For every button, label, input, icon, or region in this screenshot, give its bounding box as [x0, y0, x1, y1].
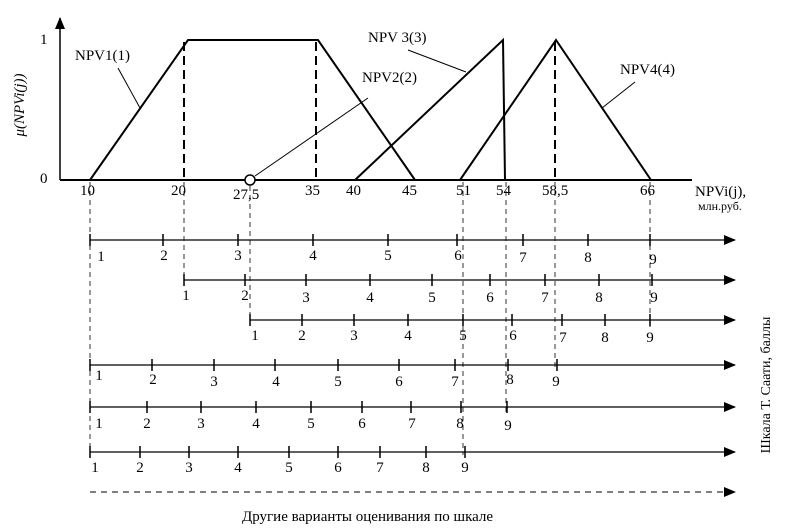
scale-2-label-6: 6 — [486, 290, 494, 306]
y-tick-1: 1 — [40, 32, 48, 48]
side-label: Шкала Т. Саати, баллы — [759, 316, 774, 454]
scale-5-label-7: 7 — [408, 416, 416, 432]
scale-6-label-4: 4 — [234, 460, 242, 476]
scale-6-label-7: 7 — [376, 460, 384, 476]
scale-1-label-6: 6 — [454, 248, 462, 264]
scale-6-label-9: 9 — [461, 460, 469, 476]
scale-6-label-1: 1 — [91, 460, 99, 476]
scale-2-label-4: 4 — [366, 290, 374, 306]
scale-1-label-3: 3 — [234, 248, 242, 264]
scale-4-label-3: 3 — [210, 374, 218, 390]
npv2-leader — [255, 98, 368, 176]
scale-4-label-2: 2 — [149, 372, 157, 388]
scale-2-label-5: 5 — [428, 290, 436, 306]
x-tick-35: 35 — [305, 183, 320, 199]
scale-1-label-8: 8 — [584, 250, 592, 266]
scale-6-label-3: 3 — [185, 460, 193, 476]
scale-5-label-6: 6 — [358, 416, 366, 432]
scale-2-label-2: 2 — [241, 288, 249, 304]
scale-4-label-1: 1 — [95, 368, 103, 384]
npv3-label: NPV 3(3) — [368, 30, 427, 46]
x-tick-40: 40 — [346, 183, 361, 199]
scale-3-label-3: 3 — [350, 328, 358, 344]
x-tick-58-5: 58,5 — [542, 183, 569, 199]
scale-4-label-5: 5 — [334, 374, 342, 390]
scale-2-label-1: 1 — [182, 288, 190, 304]
npv2-label: NPV2(2) — [362, 70, 417, 86]
scale-1-label-5: 5 — [384, 248, 392, 264]
npv1-membership-line — [90, 40, 415, 180]
scale-5-label-3: 3 — [197, 416, 205, 432]
npv3-leader — [408, 50, 466, 72]
scale-3-label-7: 7 — [559, 330, 567, 346]
scale-2-label-9: 9 — [650, 290, 658, 306]
scale-1-label-7: 7 — [519, 250, 527, 266]
scale-6-label-8: 8 — [422, 460, 430, 476]
scale-4-label-9: 9 — [552, 374, 560, 390]
x-axis-unit: млн.руб. — [698, 199, 742, 213]
scale-5-label-1: 1 — [95, 416, 103, 432]
scale-3-label-1: 1 — [251, 328, 259, 344]
npv3-membership-line — [355, 40, 505, 180]
npv4-label: NPV4(4) — [620, 62, 675, 78]
npv1-label: NPV1(1) — [75, 48, 130, 64]
x-tick-51: 51 — [456, 183, 471, 199]
scale-3-label-6: 6 — [509, 328, 517, 344]
y-tick-0: 0 — [40, 171, 48, 187]
x-tick-10: 10 — [80, 183, 95, 199]
scale-3-label-2: 2 — [298, 328, 306, 344]
scale-5-label-5: 5 — [307, 416, 315, 432]
y-axis-label: μ(NPVi(j)) — [12, 73, 28, 137]
scale-5-label-2: 2 — [143, 416, 151, 432]
x-tick-27-5: 27,5 — [233, 187, 260, 203]
scale-5-label-8: 8 — [456, 416, 464, 432]
scale-5-label-4: 4 — [252, 416, 260, 432]
npv1-leader — [118, 68, 140, 108]
npv2-point — [245, 175, 255, 185]
scale-6-label-5: 5 — [285, 460, 293, 476]
x-axis-label: NPVi(j), — [695, 184, 747, 200]
scale-5-label-9: 9 — [504, 418, 512, 434]
scale-2-label-3: 3 — [302, 290, 310, 306]
scale-6-label-2: 2 — [136, 460, 144, 476]
scale-1-label-9: 9 — [649, 252, 657, 268]
scale-4-label-8: 8 — [506, 372, 514, 388]
scale-4-label-6: 6 — [395, 374, 403, 390]
scale-6-label-6: 6 — [334, 460, 342, 476]
scale-1-label-2: 2 — [160, 248, 168, 264]
npv4-leader — [602, 82, 635, 108]
scale-4-label-7: 7 — [451, 374, 459, 390]
scale-2-label-7: 7 — [541, 290, 549, 306]
scale-3-label-9: 9 — [646, 330, 654, 346]
scale-1-label-1: 1 — [97, 249, 105, 265]
scale-3-label-5: 5 — [459, 328, 467, 344]
scale-3-label-8: 8 — [601, 330, 609, 346]
scale-3-label-4: 4 — [404, 328, 412, 344]
scale-2-label-8: 8 — [595, 290, 603, 306]
scale-1-label-4: 4 — [309, 248, 317, 264]
x-tick-54: 54 — [496, 183, 511, 199]
saaty-scales — [90, 234, 735, 476]
x-tick-45: 45 — [402, 183, 417, 199]
x-tick-20: 20 — [171, 183, 186, 199]
scale-4-label-4: 4 — [272, 374, 280, 390]
x-tick-66: 66 — [640, 183, 655, 199]
bottom-caption: Другие варианты оценивания по шкале — [242, 509, 494, 525]
